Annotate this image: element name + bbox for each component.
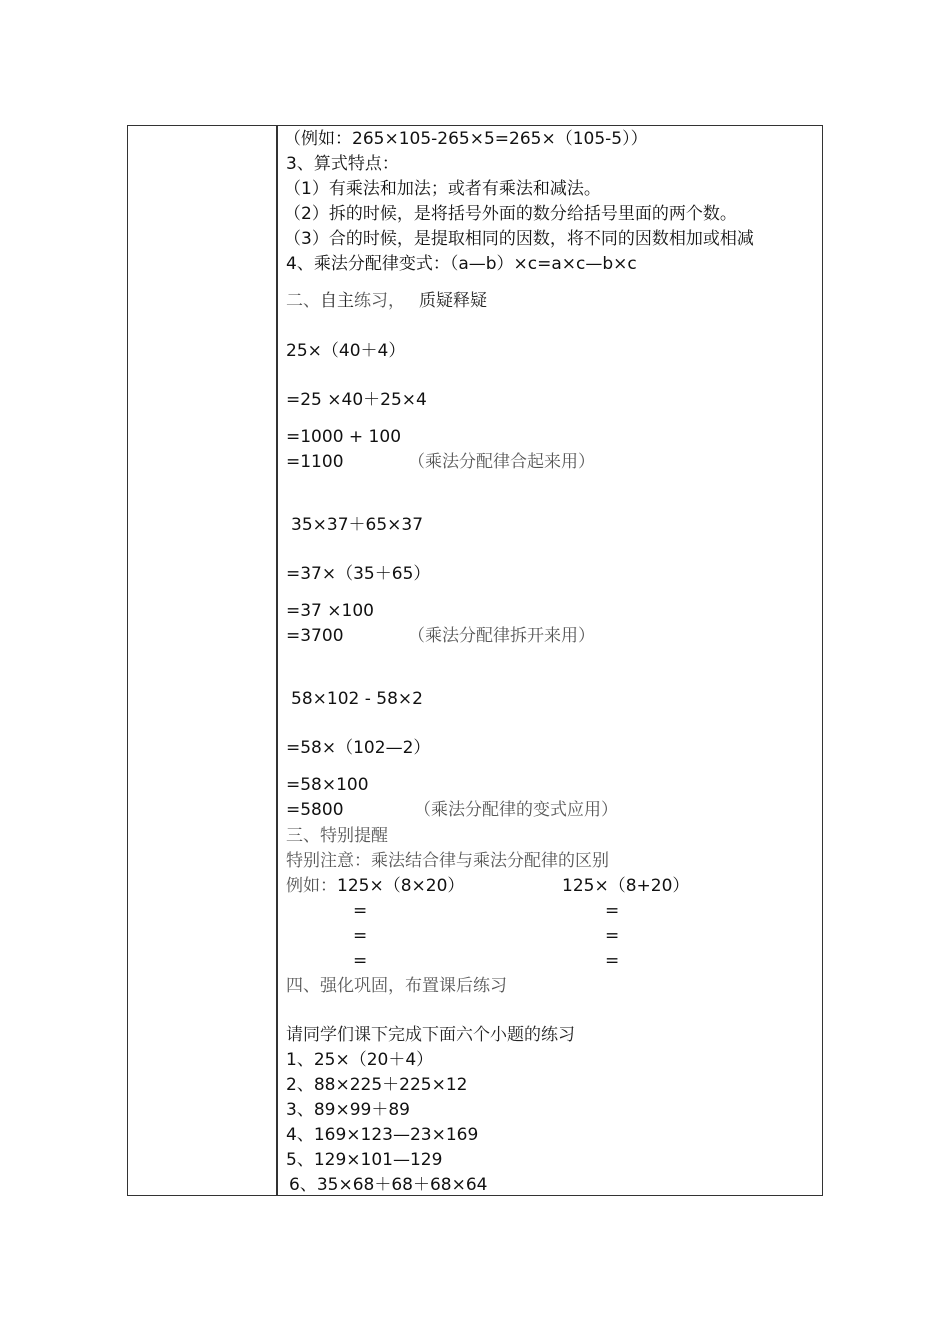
text-line: 请同学们课下完成下面六个小题的练习 xyxy=(286,1025,575,1045)
expression: 125×（8+20） xyxy=(562,876,690,896)
equals-sign: = xyxy=(605,926,620,946)
example-line: =25 ×40＋25×4 xyxy=(286,390,427,410)
example-line: =3700 xyxy=(286,626,344,646)
example-line: =58×100 xyxy=(286,775,369,795)
heading-part: 自主 xyxy=(320,291,354,311)
expression: 125×（8×20） xyxy=(337,876,465,896)
exercise-item: 4、169×123—23×169 xyxy=(286,1125,479,1145)
section-heading: 三、特别提醒 xyxy=(286,826,388,846)
text-line: 特别注意：乘法结合律与乘法分配律的区别 xyxy=(286,851,609,871)
exercise-item: 2、88×225＋225×12 xyxy=(286,1075,468,1095)
text-line: 3、算式特点： xyxy=(286,154,399,174)
example-line: =1000 + 100 xyxy=(286,427,402,447)
text-line: （例如：265×105-265×5=265×（105-5）） xyxy=(284,129,648,149)
example-line: =58×（102—2） xyxy=(286,738,431,758)
example-line: =5800 xyxy=(286,800,344,820)
example-line: =37×（35＋65） xyxy=(286,564,431,584)
text-line: 4、乘法分配律变式：（a—b）×c=a×c—b×c xyxy=(286,254,637,274)
example-note: （乘法分配律的变式应用） xyxy=(414,800,618,820)
equals-sign: = xyxy=(353,926,368,946)
comparison-line xyxy=(286,875,464,897)
example-prefix: 例如： xyxy=(286,876,337,896)
example-line: 58×102 - 58×2 xyxy=(291,689,423,709)
text-line: （1）有乘法和加法；或者有乘法和减法。 xyxy=(284,179,601,199)
example-note: （乘法分配律拆开来用） xyxy=(408,626,595,646)
section-number: 二、 xyxy=(286,291,320,311)
example-line: 35×37＋65×37 xyxy=(291,515,424,535)
heading-part: 练习， xyxy=(354,291,405,311)
exercise-item: 6、35×68＋68＋68×64 xyxy=(289,1175,488,1195)
exercise-item: 1、25×（20＋4） xyxy=(286,1050,434,1070)
equals-sign: = xyxy=(605,951,620,971)
equals-sign: = xyxy=(353,951,368,971)
heading-part: 质疑释疑 xyxy=(419,291,487,311)
equals-sign: = xyxy=(605,901,620,921)
example-line: =1100 xyxy=(286,452,344,472)
example-line: 25×（40＋4） xyxy=(286,341,406,361)
section-heading: 四、强化巩固，布置课后练习 xyxy=(286,976,507,996)
text-line: （3）合的时候，是提取相同的因数，将不同的因数相加或相减 xyxy=(284,229,754,249)
equals-sign: = xyxy=(353,901,368,921)
section-heading xyxy=(286,290,487,312)
example-note: （乘法分配律合起来用） xyxy=(408,452,595,472)
exercise-item: 3、89×99＋89 xyxy=(286,1100,410,1120)
text-line: （2）拆的时候，是将括号外面的数分给括号里面的两个数。 xyxy=(284,204,737,224)
exercise-item: 5、129×101—129 xyxy=(286,1150,443,1170)
example-line: =37 ×100 xyxy=(286,601,374,621)
